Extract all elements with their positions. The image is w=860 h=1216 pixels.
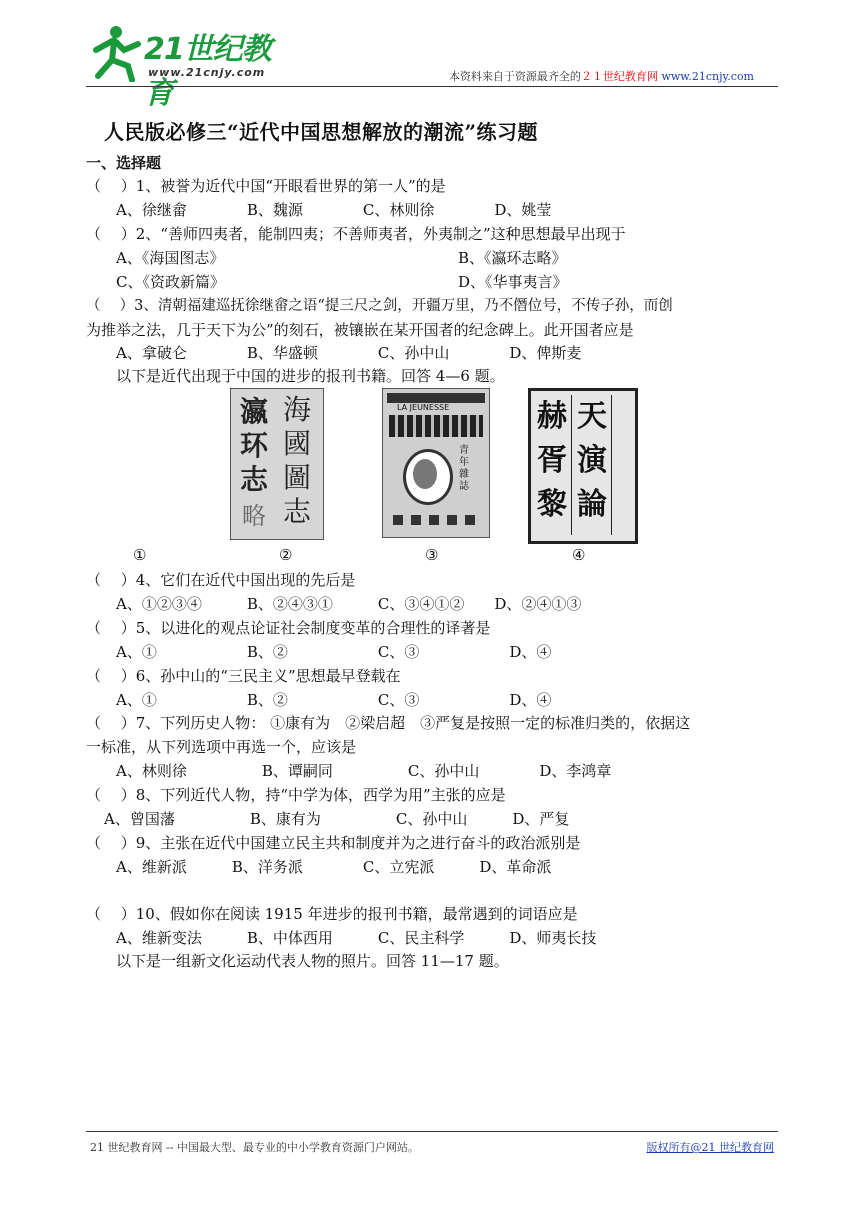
header-source	[449, 68, 754, 84]
fig4-char: 天	[577, 399, 607, 434]
question-3-line-1: （ ）3、清朝福建巡抚徐继畲之语“提三尺之剑，开疆万里，乃不僭位号，不传子孙，而创	[86, 298, 673, 314]
fig4-char: 赫	[537, 399, 567, 434]
fig1-char: 志	[239, 463, 268, 496]
logo-text: 21世纪教育	[144, 32, 271, 111]
footer-copyright-link[interactable]: 版权所有@21 世纪教育网	[646, 1141, 774, 1154]
figure-4-book-cover	[528, 388, 638, 544]
site-logo	[86, 22, 286, 111]
question-5-options: A、① B、② C、③ D、④	[116, 643, 552, 661]
logo-url: www.21cnjy.com	[148, 66, 266, 79]
question-7-options: A、林则徐 B、谭嗣同 C、孙中山 D、李鸿章	[116, 762, 612, 780]
question-8: （ ）8、下列近代人物，持“中学为体，西学为用”主张的应是	[86, 786, 506, 804]
footer-left-text: 21 世纪教育网 -- 中国最大型、最专业的中小学教育资源门户网站。	[90, 1141, 419, 1154]
question-3-line-2: 为推举之法，几于天下为公”的刻石，被镶嵌在某开国者的纪念碑上。此开国者应是	[86, 321, 634, 339]
fig3-banner: LA JEUNESSE	[397, 403, 450, 412]
fig3-title: 青年雜誌	[459, 445, 469, 492]
question-4-options: A、①②③④ B、②④③① C、③④①② D、②④①③	[116, 595, 582, 613]
fig2-char: 圖	[282, 461, 311, 494]
figure-1-book-cover	[230, 388, 324, 540]
source-prefix: 本资料来自于资源最齐全的	[448, 70, 581, 83]
fig2-char: 國	[282, 427, 311, 460]
fig1-char: 瀛	[239, 395, 268, 428]
question-1-options: A、徐继畲 B、魏源 C、林则徐 D、姚莹	[116, 201, 552, 219]
question-7-line-2: 一标准，从下列选项中再选一个，应该是	[86, 738, 357, 756]
source-url-link[interactable]: www.21cnjy.com	[661, 70, 754, 83]
fig1-char: 略	[242, 502, 266, 530]
fig4-char: 黎	[537, 487, 567, 522]
question-1: （ ）1、被誉为近代中国“开眼看世界的第一人”的是	[86, 177, 446, 195]
question-2-option-b: B、《瀛环志略》	[458, 249, 567, 267]
question-9: （ ）9、主张在近代中国建立民主共和制度并为之进行奋斗的政治派别是	[86, 834, 581, 852]
question-2: （ ）2、“善师四夷者，能制四夷；不善师夷者，外夷制之”这种思想最早出现于	[86, 225, 626, 243]
question-5: （ ）5、以进化的观点论证社会制度变革的合理性的译著是	[86, 619, 491, 637]
fig4-char: 胥	[537, 443, 567, 478]
figure-label-2: ②	[279, 546, 293, 564]
fig2-char: 志	[282, 495, 311, 528]
header-rule	[86, 86, 778, 87]
document-title: 人民版必修三“近代中国思想解放的潮流”练习题	[104, 120, 539, 144]
footer-rule	[86, 1131, 778, 1132]
question-6: （ ）6、孙中山的“三民主义”思想最早登载在	[86, 667, 401, 685]
question-2-option-a: A、《海国图志》	[116, 249, 225, 267]
intro-11-17: 以下是一组新文化运动代表人物的照片。回答 11—17 题。	[116, 952, 509, 970]
intro-4-6: 以下是近代出现于中国的进步的报刊书籍。回答 4—6 题。	[116, 367, 505, 385]
question-3-options: A、拿破仑 B、华盛顿 C、孙中山 D、俾斯麦	[116, 344, 582, 362]
figure-label-4: ④	[572, 546, 586, 564]
question-6-options: A、① B、② C、③ D、④	[116, 691, 552, 709]
question-10-options: A、维新变法 B、中体西用 C、民主科学 D、师夷长技	[116, 929, 597, 947]
source-name[interactable]: ２１世纪教育网	[580, 70, 658, 83]
question-2-option-d: D、《华事夷言》	[458, 273, 568, 291]
runner-icon	[86, 22, 146, 82]
fig2-char: 海	[282, 393, 311, 426]
question-8-options: A、曾国藩 B、康有为 C、孙中山 D、严复	[104, 810, 570, 828]
section-heading: 一、选择题	[86, 154, 162, 172]
figure-label-3: ③	[425, 546, 439, 564]
question-10: （ ）10、假如你在阅读 1915 年进步的报刊书籍，最常遇到的词语应是	[86, 905, 578, 923]
fig4-char: 論	[577, 487, 607, 522]
question-9-options: A、维新派 B、洋务派 C、立宪派 D、革命派	[116, 858, 552, 876]
figure-label-1: ①	[133, 546, 147, 564]
question-2-option-c: C、《资政新篇》	[116, 273, 225, 291]
fig4-char: 演	[577, 443, 607, 478]
question-7-line-1: （ ）7、下列历史人物： ①康有为 ②梁启超 ③严复是按照一定的标准归类的，依据这	[86, 714, 691, 732]
fig1-char: 环	[239, 429, 268, 462]
figure-3-magazine-cover	[382, 388, 490, 538]
question-4: （ ）4、它们在近代中国出现的先后是	[86, 571, 356, 589]
